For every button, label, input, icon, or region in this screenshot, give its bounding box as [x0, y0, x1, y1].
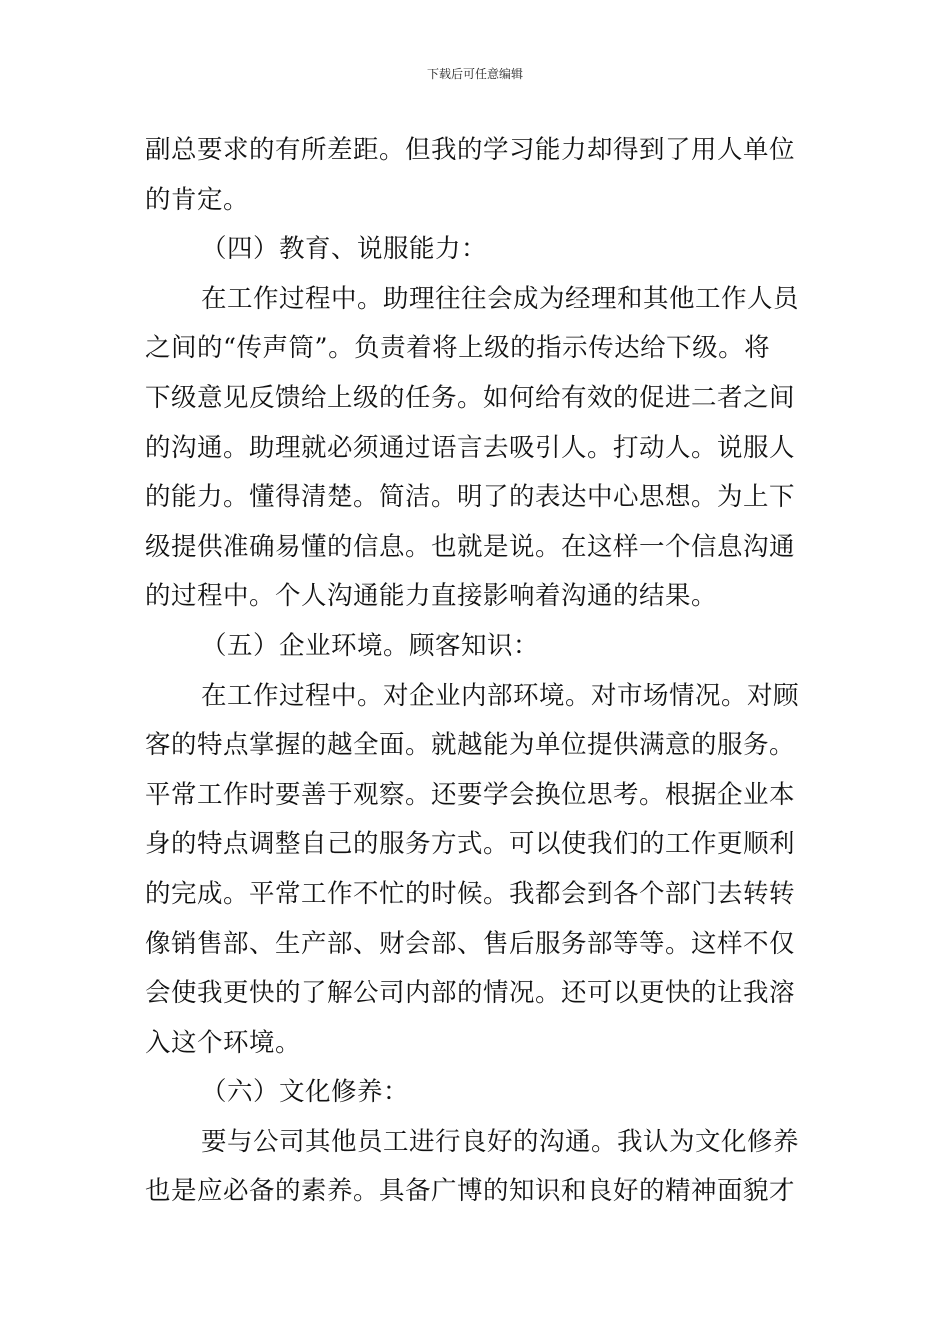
- text-line: 副总要求的有所差距。但我的学习能力却得到了用人单位: [145, 135, 796, 165]
- text-line: 的完成。平常工作不忙的时候。我都会到各个部门去转转: [145, 878, 796, 909]
- page-header: 下载后可任意编辑: [426, 67, 523, 81]
- section-heading: （四）教育、说服能力：: [201, 234, 488, 265]
- text-line: 也是应必备的素养。具备广博的知识和良好的精神面貌才: [145, 1176, 796, 1207]
- text-line: 之间的“传声筒”。负责着将上级的指示传达给下级。将: [145, 333, 771, 364]
- section-heading: （六）文化修养：: [201, 1077, 410, 1108]
- text-line: 入这个环境。: [145, 1027, 302, 1058]
- section-heading: （五）企业环境。顾客知识：: [201, 630, 540, 661]
- document-body: [145, 126, 810, 1217]
- text-line: 下级意见反馈给上级的任务。如何给有效的促进二者之间: [145, 382, 796, 413]
- text-line: 平常工作时要善于观察。还要学会换位思考。根据企业本: [145, 779, 796, 810]
- text-line: 在工作过程中。助理往往会成为经理和其他工作人员: [201, 283, 800, 314]
- text-line: 的沟通。助理就必须通过语言去吸引人。打动人。说服人: [145, 432, 796, 463]
- text-line: 级提供准确易懂的信息。也就是说。在这样一个信息沟通: [145, 531, 796, 562]
- text-line: 身的特点调整自己的服务方式。可以使我们的工作更顺利: [145, 829, 796, 860]
- text-line: 在工作过程中。对企业内部环境。对市场情况。对顾: [201, 680, 800, 711]
- text-line: 的能力。懂得清楚。简洁。明了的表达中心思想。为上下: [145, 482, 796, 513]
- text-line: 会使我更快的了解公司内部的情况。还可以更快的让我溶: [145, 978, 796, 1009]
- text-line: 客的特点掌握的越全面。就越能为单位提供满意的服务。: [145, 730, 796, 761]
- text-line: 像销售部、生产部、财会部、售后服务部等等。这样不仅: [145, 928, 796, 959]
- text-line: 的过程中。个人沟通能力直接影响着沟通的结果。: [145, 581, 718, 612]
- text-line: 的肯定。: [145, 184, 250, 215]
- text-line: 要与公司其他员工进行良好的沟通。我认为文化修养: [201, 1126, 800, 1157]
